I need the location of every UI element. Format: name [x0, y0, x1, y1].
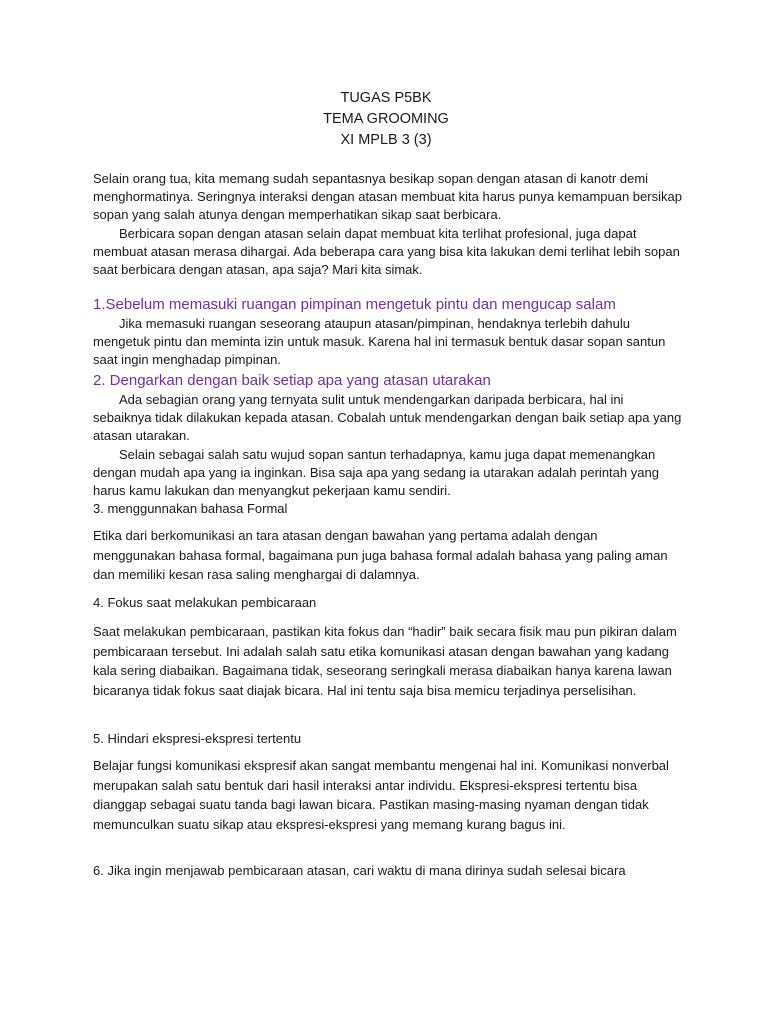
section-3-paragraph: Etika dari berkomunikasi an tara atasan dengan bawahan yang pertama adalah dengan menggunakan bahasa formal, bagaimana pun juga bahasa formal adalah bahasa yang paling aman dan memiliki kesan rasa saling menghargai di dalamnya.	[93, 528, 668, 583]
section-2-paragraph-1: Ada sebagian orang yang ternyata sulit untuk mendengarkan daripada berbicara, hal ini sebaiknya tidak dilakukan kepada atasan. Cobalah untuk mendengarkan dengan baik setiap apa yang atasan utarakan.	[93, 392, 682, 444]
section-4	[93, 594, 683, 612]
section-1-paragraph: Jika memasuki ruangan seseorang ataupun atasan/pimpinan, hendaknya terlebih dahulu mengetuk pintu dan meminta izin untuk masuk. Karena hal ini termasuk bentuk dasar sopan santun saat ingin menghadap pimpinan.	[93, 316, 666, 368]
section-2	[93, 371, 683, 518]
title-line-1: TUGAS P5BK	[340, 90, 432, 106]
section-3-heading: 3. menggunnakan bahasa Formal	[93, 501, 288, 517]
intro-paragraph-1: Selain orang tua, kita memang sudah sepantasnya besikap sopan dengan atasan di kanotr demi menghormatinya. Seringnya interaksi dengan atasan membuat kita harus punya kemampuan bersikap sopan yang salah atunya dengan memperhatikan sikap saat berbicara.	[93, 171, 682, 223]
title-line-2: TEMA GROOMING	[323, 111, 449, 127]
section-4-paragraph: Saat melakukan pembicaraan, pastikan kita fokus dan “hadir” baik secara fisik mau pun pikiran dalam pembicaraan tersebut. Ini adalah salah satu etika komunikasi atasan dengan bawahan yang kadang kala sering diabaikan. Bagaimana tidak, seseorang seringkali merasa diabaikan hanya karena lawan bicaranya tidak fokus saat diajak bicara. Hal ini tentu saja bisa memicu terjadinya perselisihan.	[93, 624, 677, 698]
section-3	[93, 526, 683, 585]
section-2-heading: 2. Dengarkan dengan baik setiap apa yang atasan utarakan	[93, 372, 491, 389]
section-5-body	[93, 756, 683, 834]
section-6-heading: 6. Jika ingin menjawab pembicaraan atasan, cari waktu di mana dirinya sudah selesai bicara	[93, 863, 626, 878]
intro-section	[93, 170, 683, 279]
section-4-heading: 4. Fokus saat melakukan pembicaraan	[93, 595, 317, 610]
intro-paragraph-2: Berbicara sopan dengan atasan selain dapat membuat kita terlihat profesional, juga dapat membuat atasan merasa dihargai. Ada beberapa cara yang bisa kita lakukan demi terlihat lebih sopan saat berbicara dengan atasan, apa saja? Mari kita simak.	[93, 225, 680, 278]
title-line-3: XI MPLB 3 (3)	[340, 132, 432, 148]
section-2-paragraph-2: Selain sebagai salah satu wujud sopan santun terhadapnya, kamu juga dapat memenangkan dengan mudah apa yang ia inginkan. Bisa saja apa yang sedang ia utarakan adalah perintah yang harus kamu lakukan dan menyangkut pekerjaan kamu sendiri.	[93, 446, 659, 499]
section-5-paragraph: Belajar fungsi komunikasi ekspresif akan sangat membantu mengenai hal ini. Komunikasi nonverbal merupakan salah satu bentuk dari hasil interaksi antar individu. Ekspresi-ekspresi tertentu bisa dianggap sebagai suatu tanda bagi lawan bicara. Pastikan masing-masing nyaman dengan tidak memunculkan suatu sikap atau ekspresi-ekspresi yang memang kurang bagus ini.	[93, 758, 669, 832]
title-block	[0, 88, 768, 151]
section-5	[93, 730, 683, 748]
section-5-heading: 5. Hindari ekspresi-ekspresi tertentu	[93, 731, 302, 746]
section-1	[93, 295, 683, 370]
section-1-heading: 1.Sebelum memasuki ruangan pimpinan mengetuk pintu dan mengucap salam	[93, 296, 616, 313]
section-4-body	[93, 622, 683, 700]
section-6	[93, 862, 683, 880]
